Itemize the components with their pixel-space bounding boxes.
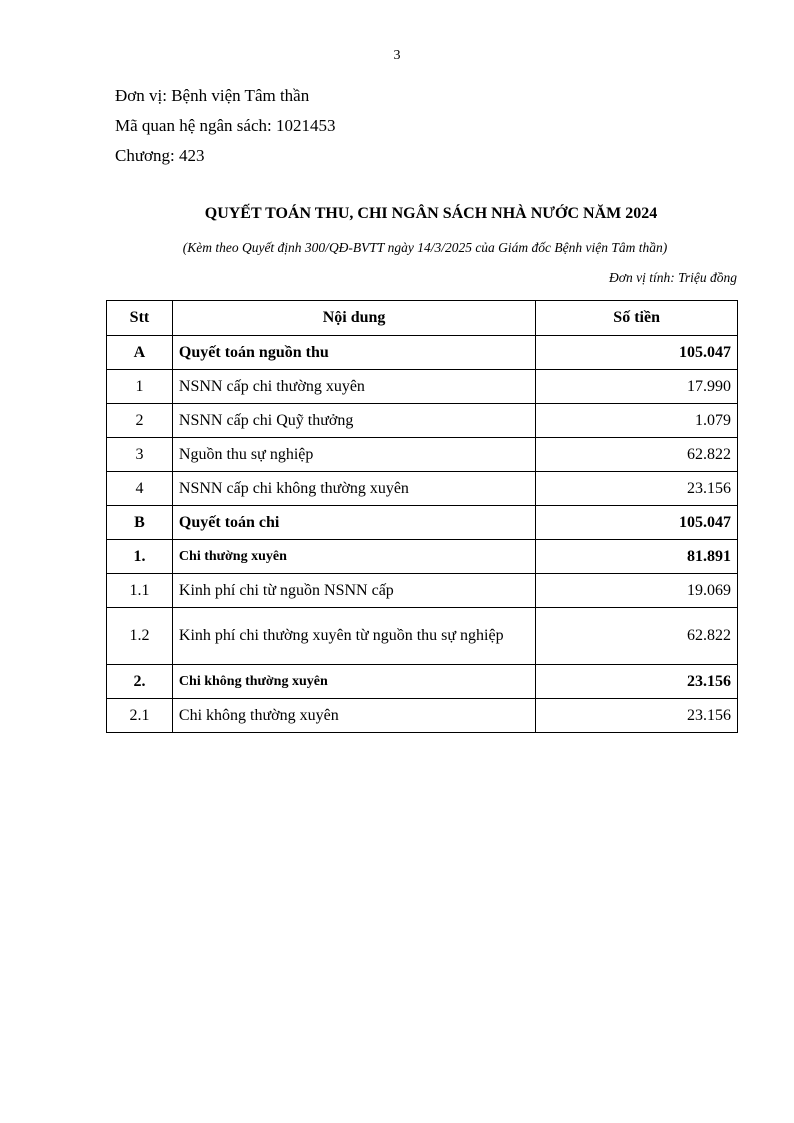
row-stt: 3 <box>107 438 173 472</box>
row-amount: 105.047 <box>536 336 738 370</box>
row-content: Kinh phí chi thường xuyên từ nguồn thu sự nghiệp <box>172 608 535 665</box>
row-content: Chi không thường xuyên <box>172 665 535 699</box>
row-stt: 2. <box>107 665 173 699</box>
table-row <box>107 438 738 472</box>
page-number: 3 <box>393 48 401 63</box>
row-stt: 1.1 <box>107 574 173 608</box>
row-amount: 19.069 <box>536 574 738 608</box>
table-row <box>107 608 738 665</box>
row-stt: A <box>107 336 173 370</box>
header-content: Nội dung <box>172 301 535 336</box>
table-row <box>107 370 738 404</box>
table-row <box>107 506 738 540</box>
table-row <box>107 574 738 608</box>
row-amount: 23.156 <box>536 699 738 733</box>
row-stt: B <box>107 506 173 540</box>
table-row <box>107 404 738 438</box>
row-stt: 2.1 <box>107 699 173 733</box>
row-stt: 1 <box>107 370 173 404</box>
header-stt: Stt <box>107 301 173 336</box>
row-stt: 4 <box>107 472 173 506</box>
row-content: Quyết toán nguồn thu <box>172 336 535 370</box>
unit-note: Đơn vị tính: Triệu đồng <box>609 270 737 285</box>
row-content: Chi thường xuyên <box>172 540 535 574</box>
row-content: Kinh phí chi từ nguồn NSNN cấp <box>172 574 535 608</box>
table-row <box>107 699 738 733</box>
table-row <box>107 540 738 574</box>
header-amount: Số tiền <box>536 301 738 336</box>
row-amount: 1.079 <box>536 404 738 438</box>
row-amount: 62.822 <box>536 438 738 472</box>
table-row <box>107 665 738 699</box>
chapter-line: Chương: 423 <box>115 146 205 165</box>
row-content: NSNN cấp chi Quỹ thưởng <box>172 404 535 438</box>
row-amount: 105.047 <box>536 506 738 540</box>
row-content: NSNN cấp chi không thường xuyên <box>172 472 535 506</box>
row-amount: 23.156 <box>536 665 738 699</box>
budget-table <box>106 300 738 733</box>
row-amount: 62.822 <box>536 608 738 665</box>
row-stt: 2 <box>107 404 173 438</box>
row-content: Nguồn thu sự nghiệp <box>172 438 535 472</box>
table-row <box>107 336 738 370</box>
table-header-row <box>107 301 738 336</box>
row-content: NSNN cấp chi thường xuyên <box>172 370 535 404</box>
row-amount: 81.891 <box>536 540 738 574</box>
table-row <box>107 472 738 506</box>
unit-line: Đơn vị: Bệnh viện Tâm thần <box>115 86 310 105</box>
document-title: QUYẾT TOÁN THU, CHI NGÂN SÁCH NHÀ NƯỚC NĂM 2024 <box>204 205 658 222</box>
row-stt: 1.2 <box>107 608 173 665</box>
row-content: Chi không thường xuyên <box>172 699 535 733</box>
row-amount: 17.990 <box>536 370 738 404</box>
row-amount: 23.156 <box>536 472 738 506</box>
budget-code-line: Mã quan hệ ngân sách: 1021453 <box>115 116 336 135</box>
row-stt: 1. <box>107 540 173 574</box>
document-subtitle: (Kèm theo Quyết định 300/QĐ-BVTT ngày 14/3/2025 của Giám đốc Bệnh viện Tâm thần) <box>182 240 668 255</box>
row-content: Quyết toán chi <box>172 506 535 540</box>
